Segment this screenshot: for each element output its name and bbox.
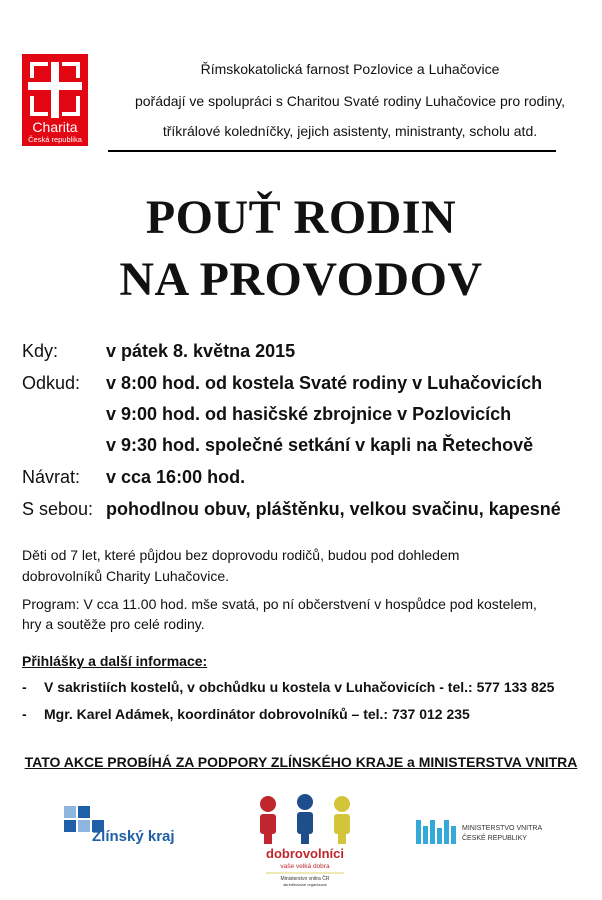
bring-label: S sebou: [22,499,94,519]
header-divider [108,150,556,152]
cooperation-line: pořádají ve spolupráci s Charitou Svaté rodiny Luhačovice pro rodiny, [134,93,566,109]
program-note-1: Program: V cca 11.00 hod. mše svatá, po ní občerstvení v hospůdce pod kostelem, [22,596,537,612]
charita-logo [22,54,88,146]
children-note-2: dobrovolníků Charity Luhačovice. [22,568,230,584]
contact-item-1: V sakristiích kostelů, v obchůdku u kostela v Luhačovicích - tel.: 577 133 825 [44,679,555,695]
contact-bullet-2: - [22,706,27,722]
title-line-2: NA PROVODOV [119,253,483,306]
dobro-logo-text: dobrovolníci [266,846,344,861]
contacts-heading: Přihlášky a další informace: [22,653,208,669]
zlin-logo-text: Zlínský kraj [92,828,175,844]
audience-line: tříkrálové koledníčky, jejich asistenty, ministranty, scholu atd. [162,123,538,139]
contact-bullet-1: - [22,679,27,695]
mv-logo-line2: ČESKÉ REPUBLIKY [462,835,527,842]
program-note-2: hry a soutěže pro celé rodiny. [22,616,205,632]
return-label: Návrat: [22,467,81,487]
organizer-line: Římskokatolická farnost Pozlovice a Luhačovice [200,61,500,77]
when-value: v pátek 8. května 2015 [106,341,296,361]
when-label: Kdy: [22,341,59,361]
children-note-1: Děti od 7 let, které půjdou bez doprovodu rodičů, budou pod dohledem [22,547,460,563]
from-label: Odkud: [22,373,81,393]
dobro-logo-tagline: vaše velká dobra [280,863,330,870]
figure-red-icon [260,796,276,844]
from-value-2: v 9:00 hod. od hasičské zbrojnice v Pozlovicích [106,404,512,424]
mv-emblem-icon [416,820,456,844]
logo-subtitle: Česká republika [28,135,82,144]
mv-logo-line1: MINISTERSTVO VNITRA [462,825,543,832]
return-value: v cca 16:00 hod. [106,467,246,487]
dobro-logo-sub2: akreditované organizace [283,882,327,887]
dobrovolnici-logo [246,792,364,888]
support-statement: TATO AKCE PROBÍHÁ ZA PODPORY ZLÍNSKÉHO KRAJE a MINISTERSTVA VNITRA [24,754,578,770]
dobro-logo-sub1: Ministerstvo vnitra ČR [280,876,330,882]
contact-item-2: Mgr. Karel Adámek, koordinátor dobrovolníků – tel.: 737 012 235 [44,706,470,722]
ministerstvo-vnitra-logo [416,814,546,850]
from-value-1: v 8:00 hod. od kostela Svaté rodiny v Luhačovicích [106,373,543,393]
logo-name: Charita [32,119,78,135]
figure-blue-icon [297,794,313,844]
zlinsky-kraj-logo [64,804,194,844]
from-value-3: v 9:30 hod. společné setkání v kapli na Řetechově [106,435,534,455]
bring-value: pohodlnou obuv, pláštěnku, velkou svačinu, kapesné [106,499,561,519]
figure-yellow-icon [334,796,350,844]
title-line-1: POUŤ RODIN [145,191,457,244]
